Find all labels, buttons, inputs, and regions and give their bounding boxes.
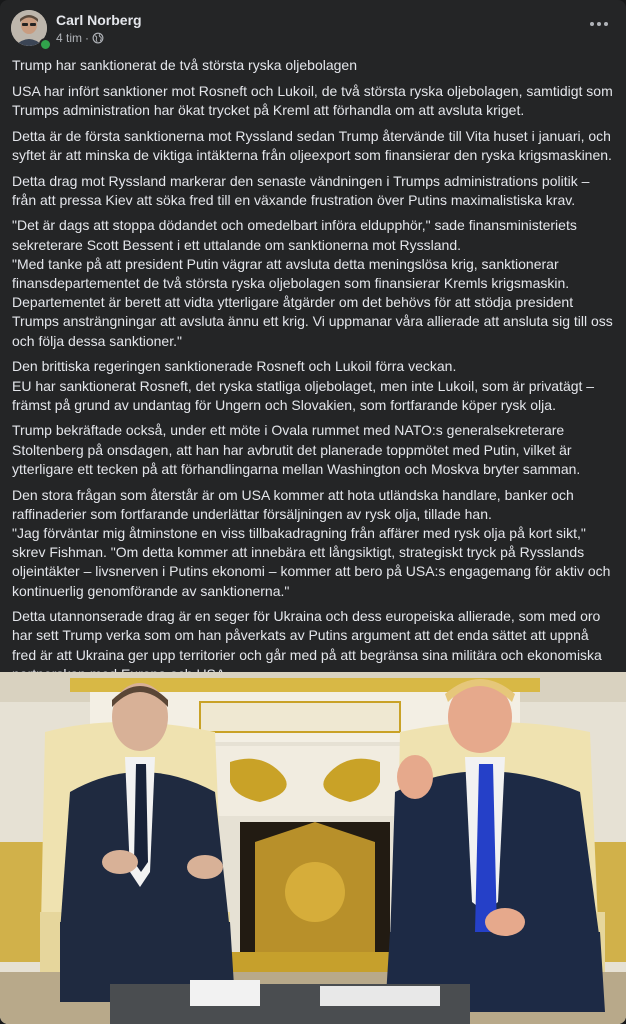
more-options-icon[interactable] — [586, 14, 612, 34]
post-paragraph: Den stora frågan som återstår är om USA kommer att hota utländska handlare, banker och raffinaderier som fortfarande underlättar försäljningen av rysk olja, tillade han. "Jag förväntar mig åtminstone en viss tillbakadragning från affärer med rysk olja på kort sikt," skrev Fishman. "Om detta kommer att innebära ett långsiktigt, strategiskt tryck på Rysslands oljeintäkter – livsnerven i Putins ekonomi – kommer att bero på USA:s engagemang för aktiv och kontinuerlig genomförande av sanktionerna." — [12, 486, 611, 599]
post-paragraph-title: Trump har sanktionerat de två största ryska oljebolagen — [12, 57, 357, 73]
post-paragraph: USA har infört sanktioner mot Rosneft och Lukoil, de två största ryska oljebolagen, samtidigt som Trumps administration har ökat trycket på Kreml att förhandla om att avsluta kriget. — [12, 82, 613, 118]
online-status-dot — [39, 38, 52, 51]
post-paragraph: "Det är dags att stoppa dödandet och omedelbart införa eldupphör," sade finansministeriets sekreterare Scott Bessent i ett uttalande om sanktionerna mot Ryssland. "Med tanke på att president Putin vägrar att avsluta detta meningslösa krig, sanktionerar finansdepartementet de två största ryska oljebolagen som finansierar Kremls krigsmaskin. Departementet är berett att vidta ytterligare åtgärder om det behövs för att stödja president Trumps ansträngningar att avsluta ännu ett krig. Vi uppmanar våra allierade att ansluta sig till oss och följa dessa sanktioner." — [12, 217, 613, 349]
post-photo[interactable] — [0, 672, 626, 1024]
post-paragraph: Trump bekräftade också, under ett möte i Ovala rummet med NATO:s generalsekreterare Stoltenberg på onsdagen, att han har avbrutit det planerade toppmötet med Putin, vilket är ytterligare ett tecken på att förhandlingarna mellan Washington och Moskva bryter samman. — [12, 422, 581, 477]
post-paragraph: Detta är de första sanktionerna mot Ryssland sedan Trump återvände till Vita huset i januari, och syftet är att minska de viktiga intäkterna från oljeexport som finansierar den ryska krigsmaskinen. — [12, 127, 612, 163]
author-name[interactable]: Carl Norberg — [56, 12, 142, 28]
post-meta — [56, 31, 104, 45]
meta-separator: · — [85, 31, 90, 45]
oval-office-photo — [0, 672, 626, 1024]
post-time[interactable]: 4 tim — [56, 31, 83, 45]
post-paragraph: Den brittiska regeringen sanktionerade Rosneft och Lukoil förra veckan. EU har sanktionerat Rosneft, det ryska statliga oljebolaget, men inte Lukoil, som är privatägt – främst på grund av undantag för Ungern och Slovakien, som fortfarande köper rysk olja. — [12, 358, 595, 413]
post-paragraph: Detta utannonserade drag är en seger för Ukraina och dess europeiska allierade, som med oro har sett Trump verka som om han påverkats av Putins argument att det enda sättet att uppnå fred är att Ukraina ger upp territorier och går med på att begränsa sina militära och ekonomiska — [12, 608, 602, 663]
post-paragraph: Detta drag mot Ryssland markerar den senaste vändningen i Trumps administrations politik – från att pressa Kiev att söka fred till en växande frustration över Putins maximalistiska krav. — [12, 172, 590, 208]
post-header — [0, 0, 626, 52]
globe-icon[interactable] — [92, 32, 104, 44]
post-text — [12, 56, 616, 691]
